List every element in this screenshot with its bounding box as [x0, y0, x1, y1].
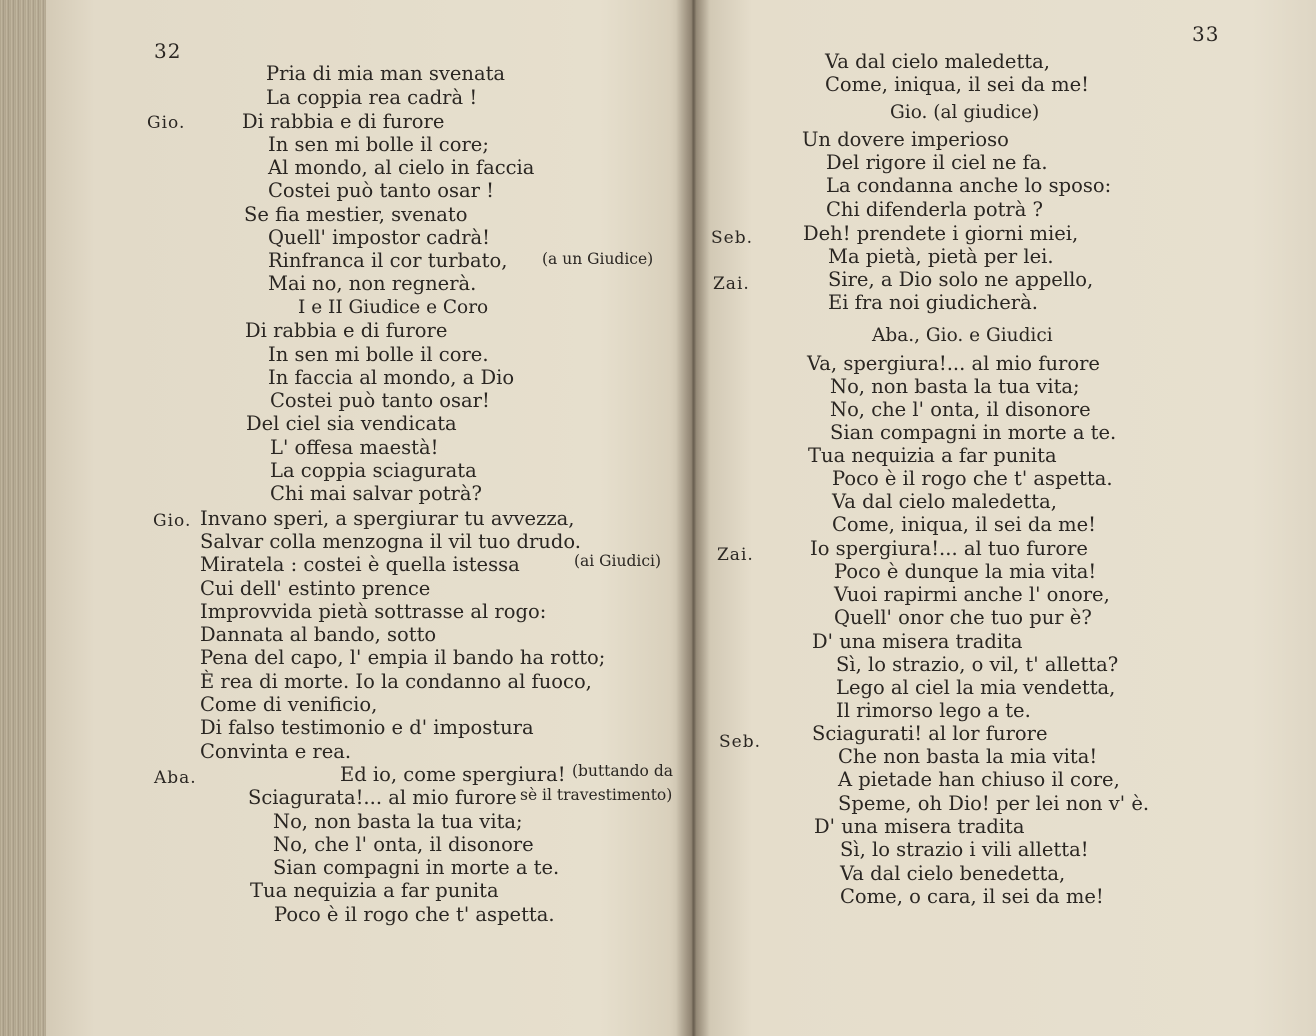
verse-line: Sciagurata!... al mio furore	[248, 786, 517, 809]
verse-line: Va, spergiura!... al mio furore	[807, 352, 1100, 375]
verse-line: Miratela : costei è quella istessa	[200, 553, 520, 576]
page-edges	[0, 0, 46, 1036]
verse-line: Pena del capo, l' empia il bando ha rotto;	[200, 646, 606, 669]
page-number: 32	[154, 39, 182, 63]
verse-line: Di rabbia e di furore	[242, 110, 445, 133]
verse-line: Che non basta la mia vita!	[838, 745, 1098, 768]
verse-line: Al mondo, al cielo in faccia	[268, 156, 535, 179]
verse-line: È rea di morte. Io la condanno al fuoco,	[200, 670, 592, 693]
verse-line: Dannata al bando, sotto	[200, 623, 437, 646]
speaker-name: Aba.	[154, 768, 197, 788]
verse-line: No, che l' onta, il disonore	[273, 833, 534, 856]
verse-line: Tua nequizia a far punita	[250, 879, 499, 902]
verse-line: No, che l' onta, il disonore	[830, 398, 1091, 421]
verse-line: Sian compagni in morte a te.	[273, 856, 560, 879]
verse-line: Poco è il rogo che t' aspetta.	[832, 467, 1113, 490]
verse-line: Ma pietà, pietà per lei.	[828, 245, 1054, 268]
speaker-name: Zai.	[717, 545, 754, 565]
verse-line: Sire, a Dio solo ne appello,	[828, 268, 1094, 291]
verse-line: In faccia al mondo, a Dio	[268, 366, 515, 389]
verse-line: Come, iniqua, il sei da me!	[832, 513, 1097, 536]
ensemble-heading: Aba., Gio. e Giudici	[872, 325, 1053, 346]
verse-line: Va dal cielo benedetta,	[840, 862, 1066, 885]
verse-line: Va dal cielo maledetta,	[825, 50, 1050, 73]
verse-line: Convinta e rea.	[200, 740, 352, 763]
verse-line: Mai no, non regnerà.	[268, 272, 477, 295]
verse-line: Sian compagni in morte a te.	[830, 421, 1117, 444]
verse-line: Poco è il rogo che t' aspetta.	[274, 903, 555, 926]
verse-line: Ed io, come spergiura!	[340, 763, 566, 786]
speaker-name: Seb.	[719, 732, 761, 752]
stage-direction: (ai Giudici)	[574, 552, 662, 570]
verse-line: Tua nequizia a far punita	[808, 444, 1057, 467]
verse-line: Deh! prendete i giorni miei,	[803, 222, 1079, 245]
verse-line: Sciagurati! al lor furore	[812, 722, 1048, 745]
ensemble-heading: I e II Giudice e Coro	[298, 297, 489, 318]
stage-direction: (buttando da	[572, 762, 673, 780]
verse-line: No, non basta la tua vita;	[830, 375, 1080, 398]
verse-line: Costei può tanto osar !	[268, 179, 494, 202]
verse-line: D' una misera tradita	[814, 815, 1025, 838]
verse-line: Improvvida pietà sottrasse al rogo:	[200, 600, 547, 623]
verse-line: Pria di mia man svenata	[266, 62, 506, 85]
verse-line: No, non basta la tua vita;	[273, 810, 523, 833]
verse-line: Il rimorso lego a te.	[836, 699, 1031, 722]
verse-line: Io spergiura!... al tuo furore	[810, 537, 1088, 560]
speaker-name: Zai.	[713, 274, 750, 294]
verse-line: La condanna anche lo sposo:	[826, 174, 1112, 197]
speaker-name: Gio.	[153, 511, 192, 531]
verse-line: Salvar colla menzogna il vil tuo drudo.	[200, 530, 581, 553]
verse-line: Vuoi rapirmi anche l' onore,	[834, 583, 1110, 606]
stage-direction: sè il travestimento)	[520, 786, 673, 804]
page-number: 33	[1192, 22, 1220, 46]
verse-line: Chi mai salvar potrà?	[270, 482, 482, 505]
verse-line: Speme, oh Dio! per lei non v' è.	[838, 792, 1150, 815]
verse-line: A pietade han chiuso il core,	[838, 768, 1120, 791]
stage-direction: (a un Giudice)	[542, 250, 654, 268]
verse-line: Come di venificio,	[200, 693, 378, 716]
speaker-name: Gio.	[147, 113, 186, 133]
right-page	[692, 0, 1316, 1036]
verse-line: Di rabbia e di furore	[245, 319, 448, 342]
verse-line: Se fia mestier, svenato	[244, 203, 468, 226]
speaker-name: Seb.	[711, 228, 753, 248]
verse-line: Cui dell' estinto prence	[200, 577, 431, 600]
ensemble-heading: Gio. (al giudice)	[890, 102, 1040, 123]
verse-line: Come, o cara, il sei da me!	[840, 885, 1104, 908]
book-gutter	[676, 0, 710, 1036]
verse-line: Chi difenderla potrà ?	[826, 198, 1044, 221]
verse-line: Del rigore il ciel ne fa.	[826, 151, 1048, 174]
verse-line: D' una misera tradita	[812, 630, 1023, 653]
verse-line: La coppia sciagurata	[270, 459, 477, 482]
verse-line: Un dovere imperioso	[802, 128, 1009, 151]
verse-line: Quell' onor che tuo pur è?	[834, 606, 1092, 629]
verse-line: L' offesa maestà!	[270, 436, 439, 459]
verse-line: In sen mi bolle il core.	[268, 343, 489, 366]
verse-line: Del ciel sia vendicata	[246, 412, 457, 435]
verse-line: Come, iniqua, il sei da me!	[825, 73, 1090, 96]
verse-line: Costei può tanto osar!	[270, 389, 490, 412]
verse-line: Sì, lo strazio, o vil, t' alletta?	[836, 653, 1119, 676]
verse-line: Ei fra noi giudicherà.	[828, 291, 1038, 314]
verse-line: In sen mi bolle il core;	[268, 133, 489, 156]
verse-line: Poco è dunque la mia vita!	[834, 560, 1097, 583]
verse-line: Invano speri, a spergiurar tu avvezza,	[200, 507, 575, 530]
verse-line: Quell' impostor cadrà!	[268, 226, 490, 249]
verse-line: Sì, lo strazio i vili alletta!	[840, 838, 1089, 861]
verse-line: Rinfranca il cor turbato,	[268, 249, 508, 272]
verse-line: Lego al ciel la mia vendetta,	[836, 676, 1116, 699]
verse-line: Di falso testimonio e d' impostura	[200, 716, 534, 739]
verse-line: La coppia rea cadrà !	[266, 86, 478, 109]
verse-line: Va dal cielo maledetta,	[832, 490, 1057, 513]
